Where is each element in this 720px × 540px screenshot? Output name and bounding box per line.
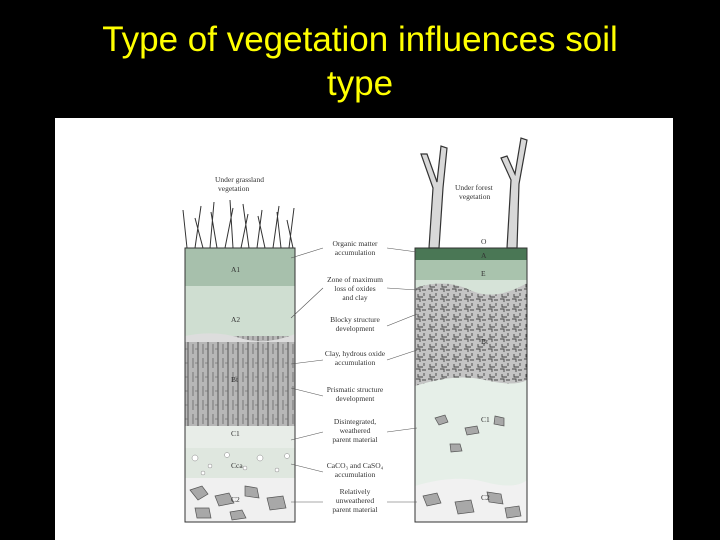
horizon-a1: A1 (231, 265, 241, 274)
forest-caption-1: Under forest (455, 183, 493, 192)
horizon-a-forest: A (481, 251, 487, 260)
slide-title (0, 18, 720, 106)
label-prismatic-1: Prismatic structure (326, 385, 384, 394)
grassland-caption-1: Under grassland (215, 175, 264, 184)
label-blocky-2: development (335, 324, 375, 333)
soil-diagram-svg (55, 118, 673, 540)
grassland-column (183, 175, 295, 522)
title-line-2: type (326, 64, 394, 103)
title-line-1: Type of vegetation influences soil (102, 20, 618, 59)
horizon-c1-forest: C1 (481, 415, 490, 424)
horizon-bt-forest: Bt (481, 337, 489, 346)
label-unweathered-2: unweathered (335, 496, 375, 505)
grassland-caption-2: vegetation (218, 184, 250, 193)
label-clay-2: accumulation (334, 358, 376, 367)
label-organic-1: Organic matter (332, 239, 378, 248)
horizon-bt-grassland: Bt (231, 375, 239, 384)
label-disintegrated-1: Disintegrated, (333, 417, 377, 426)
label-caco3-2: accumulation (334, 470, 376, 479)
label-unweathered-3: parent material (332, 505, 378, 514)
soil-profile-diagram (55, 118, 673, 540)
label-caco3-1: CaCO₃ and CaSO₄ (326, 461, 384, 470)
label-prismatic-2: development (335, 394, 375, 403)
label-blocky-1: Blocky structure (330, 315, 380, 324)
forest-caption-2: vegetation (459, 192, 491, 201)
label-zone-1: Zone of maximum (327, 275, 383, 284)
horizon-e: E (481, 269, 486, 278)
label-unweathered-1: Relatively (339, 487, 371, 496)
label-zone-3: and clay (342, 293, 368, 302)
label-clay-1: Clay, hydrous oxide (324, 349, 386, 358)
label-disintegrated-3: parent material (332, 435, 378, 444)
label-zone-2: loss of oxides (334, 284, 376, 293)
horizon-c2-forest: C2 (481, 493, 490, 502)
horizon-a2: A2 (231, 315, 241, 324)
forest-column (415, 138, 527, 522)
horizon-cca: Cca (231, 461, 243, 470)
label-organic-2: accumulation (334, 248, 376, 257)
horizon-o: O (481, 237, 487, 246)
horizon-c2-grassland: C2 (231, 495, 240, 504)
label-disintegrated-2: weathered (339, 426, 371, 435)
process-labels (325, 239, 386, 514)
horizon-c1-grassland: C1 (231, 429, 240, 438)
